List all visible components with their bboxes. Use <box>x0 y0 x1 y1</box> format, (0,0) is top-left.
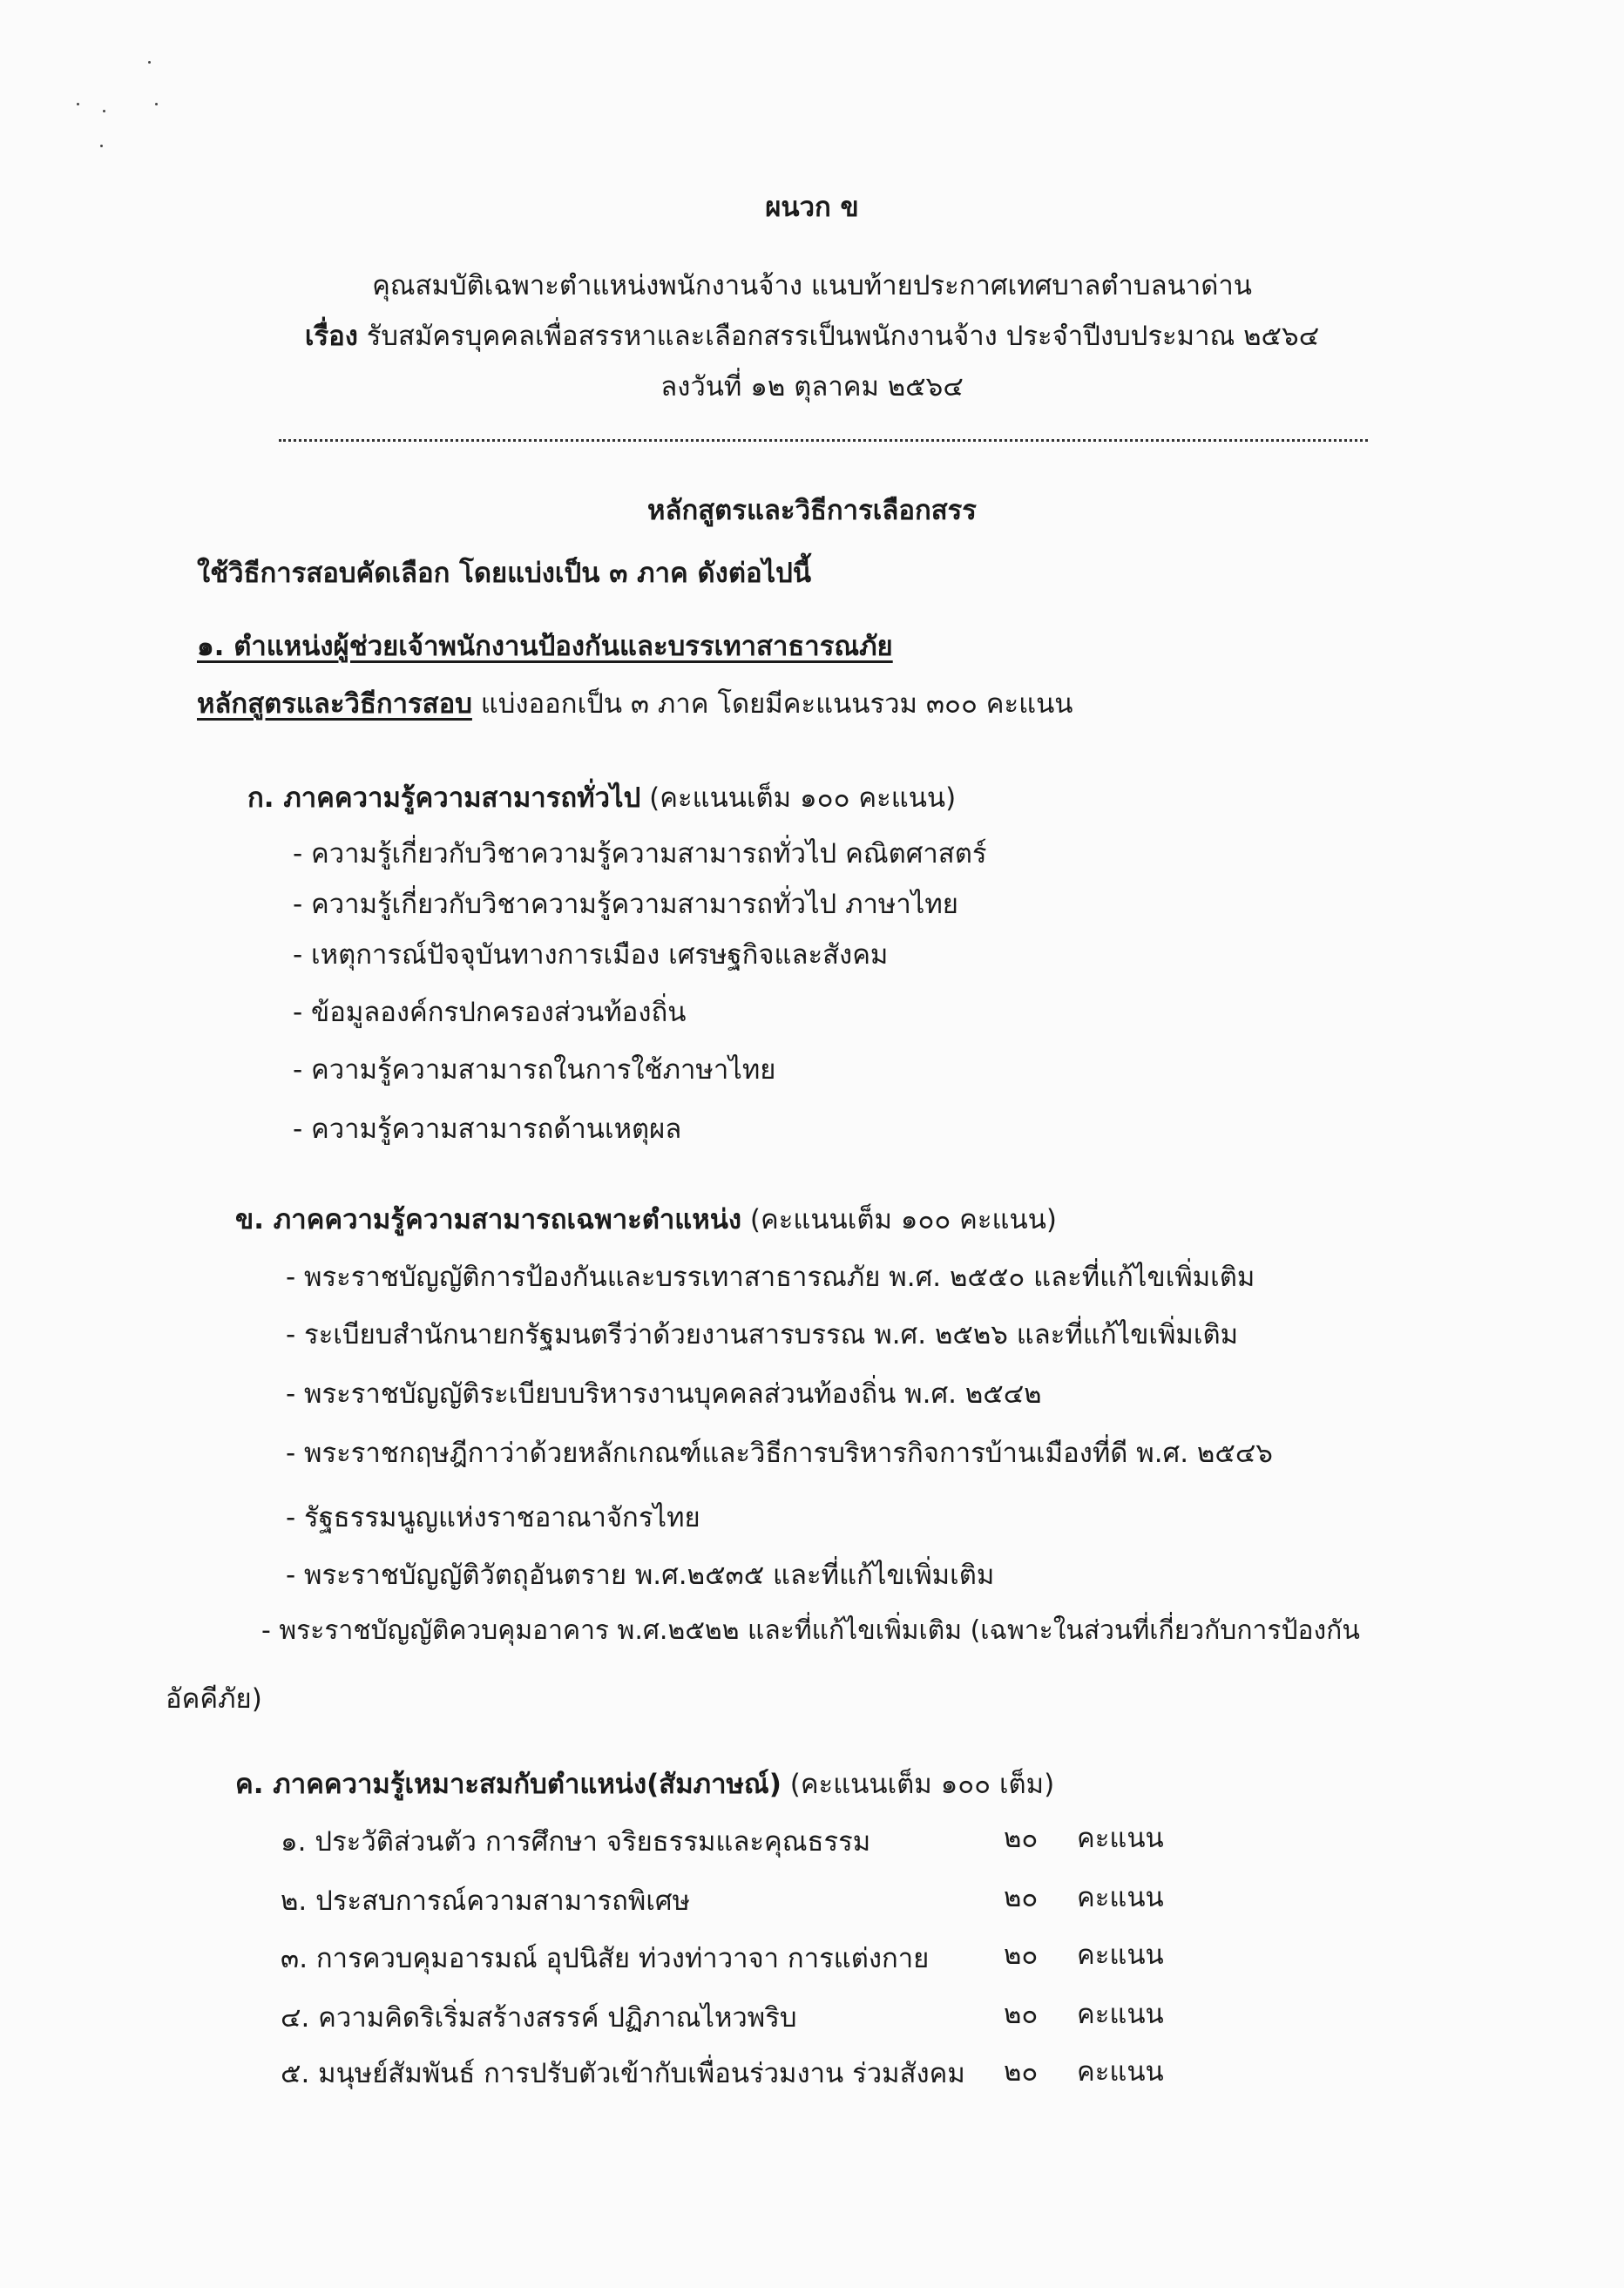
part-b-item: - พระราชบัญญัติระเบียบบริหารงานบุคคลส่วนท้องถิ่น พ.ศ. ๒๕๔๒ <box>286 1378 1042 1410</box>
part-c-item: ๔. ความคิดริเริ่มสร้างสรรค์ ปฏิภาณไหวพริบ <box>281 2002 797 2034</box>
part-a-item: - ความรู้ความสามารถด้านเหตุผล <box>293 1114 682 1145</box>
section-title: หลักสูตรและวิธีการเลือกสรร <box>647 495 977 526</box>
scan-speck <box>77 103 79 105</box>
part-c-item-score: ๒๐ <box>1004 1939 1039 1971</box>
part-b-item-continued: อัคคีภัย) <box>166 1683 262 1715</box>
part-c-item-unit: คะแนน <box>1077 1882 1164 1913</box>
part-b-item: - ระเบียบสำนักนายกรัฐมนตรีว่าด้วยงานสารบรรณ พ.ศ. ๒๕๒๖ และที่แก้ไขเพิ่มเติม <box>286 1319 1239 1350</box>
part-a-heading <box>247 779 956 817</box>
part-c-title: ค. ภาคความรู้เหมาะสมกับตำแหน่ง(สัมภาษณ์) <box>235 1769 782 1800</box>
part-a-item: - ข้อมูลองค์กรปกครองส่วนท้องถิ่น <box>293 997 687 1028</box>
part-c-item-unit: คะแนน <box>1077 1999 1164 2030</box>
part-c-item: ๓. การควบคุมอารมณ์ อุปนิสัย ท่วงท่าวาจา การแต่งกาย <box>281 1943 930 1974</box>
part-b-item: - พระราชกฤษฎีกาว่าด้วยหลักเกณฑ์และวิธีการบริหารกิจการบ้านเมืองที่ดี พ.ศ. ๒๕๔๖ <box>286 1438 1273 1469</box>
curriculum-label: หลักสูตรและวิธีการสอบ <box>197 688 472 720</box>
position-heading: ๑. ตำแหน่งผู้ช่วยเจ้าพนักงานป้องกันและบรรเทาสาธารณภัย <box>197 631 893 662</box>
part-c-item-unit: คะแนน <box>1077 1939 1164 1971</box>
scan-speck <box>103 110 105 112</box>
intro-text: ใช้วิธีการสอบคัดเลือก โดยแบ่งเป็น ๓ ภาค ดังต่อไปนี้ <box>197 558 812 589</box>
scan-speck <box>100 145 103 147</box>
part-c-heading <box>235 1765 1054 1804</box>
part-a-score-note: (คะแนนเต็ม ๑๐๐ คะแนน) <box>649 782 957 814</box>
part-b-item: - พระราชบัญญัติควบคุมอาคาร พ.ศ.๒๕๒๒ และที่แก้ไขเพิ่มเติม (เฉพาะในส่วนที่เกี่ยวกับการป้องกัน <box>261 1615 1360 1646</box>
annex-date: ลงวันที่ ๑๒ ตุลาคม ๒๕๖๔ <box>660 371 964 403</box>
part-a-title: ก. ภาคความรู้ความสามารถทั่วไป <box>247 782 641 814</box>
part-a-item: - ความรู้เกี่ยวกับวิชาความรู้ความสามารถทั่วไป คณิตศาสตร์ <box>293 838 987 870</box>
part-c-item-score: ๒๐ <box>1004 2056 1039 2088</box>
scan-speck <box>148 61 151 64</box>
dotted-divider <box>279 439 1368 442</box>
part-b-item: - รัฐธรรมนูญแห่งราชอาณาจักรไทย <box>286 1502 700 1533</box>
part-c-item: ๑. ประวัติส่วนตัว การศึกษา จริยธรรมและคุณธรรม <box>281 1826 871 1858</box>
part-b-item: - พระราชบัญญัติวัตถุอันตราย พ.ศ.๒๕๓๕ และที่แก้ไขเพิ่มเติม <box>286 1560 995 1591</box>
part-a-item: - เหตุการณ์ปัจจุบันทางการเมือง เศรษฐกิจและสังคม <box>293 939 889 971</box>
part-c-item: ๒. ประสบการณ์ความสามารถพิเศษ <box>281 1885 691 1917</box>
annex-subtitle: คุณสมบัติเฉพาะตำแหน่งพนักงานจ้าง แนบท้ายประกาศเทศบาลตำบลนาด่าน <box>372 270 1252 301</box>
scan-speck <box>155 103 158 105</box>
part-c-item-unit: คะแนน <box>1077 2056 1164 2088</box>
part-b-score-note: (คะแนนเต็ม ๑๐๐ คะแนน) <box>749 1204 1057 1235</box>
part-c-score-note: (คะแนนเต็ม ๑๐๐ เต็ม) <box>789 1769 1055 1800</box>
part-c-item-score: ๒๐ <box>1004 1823 1039 1854</box>
part-c-item-unit: คะแนน <box>1077 1823 1164 1854</box>
annex-title: ผนวก ข <box>765 192 859 223</box>
part-a-item: - ความรู้ความสามารถในการใช้ภาษาไทย <box>293 1054 776 1086</box>
part-c-item: ๕. มนุษย์สัมพันธ์ การปรับตัวเข้ากับเพื่อนร่วมงาน ร่วมสังคม <box>281 2058 965 2089</box>
part-b-item: - พระราชบัญญัติการป้องกันและบรรเทาสาธารณภัย พ.ศ. ๒๕๕๐ และที่แก้ไขเพิ่มเติม <box>286 1262 1255 1293</box>
annex-subject <box>0 317 1624 355</box>
subject-text: รับสมัครบุคคลเพื่อสรรหาและเลือกสรรเป็นพนักงานจ้าง ประจำปีงบประมาณ ๒๕๖๔ <box>366 321 1320 352</box>
part-a-item: - ความรู้เกี่ยวกับวิชาความรู้ความสามารถทั่วไป ภาษาไทย <box>293 889 958 920</box>
part-c-item-score: ๒๐ <box>1004 1882 1039 1913</box>
curriculum-line <box>197 685 1073 723</box>
part-c-item-score: ๒๐ <box>1004 1999 1039 2030</box>
subject-label: เรื่อง <box>304 321 358 352</box>
part-b-heading <box>235 1201 1057 1239</box>
part-b-title: ข. ภาคความรู้ความสามารถเฉพาะตำแหน่ง <box>235 1204 742 1235</box>
curriculum-text: แบ่งออกเป็น ๓ ภาค โดยมีคะแนนรวม ๓๐๐ คะแนน <box>480 688 1073 720</box>
